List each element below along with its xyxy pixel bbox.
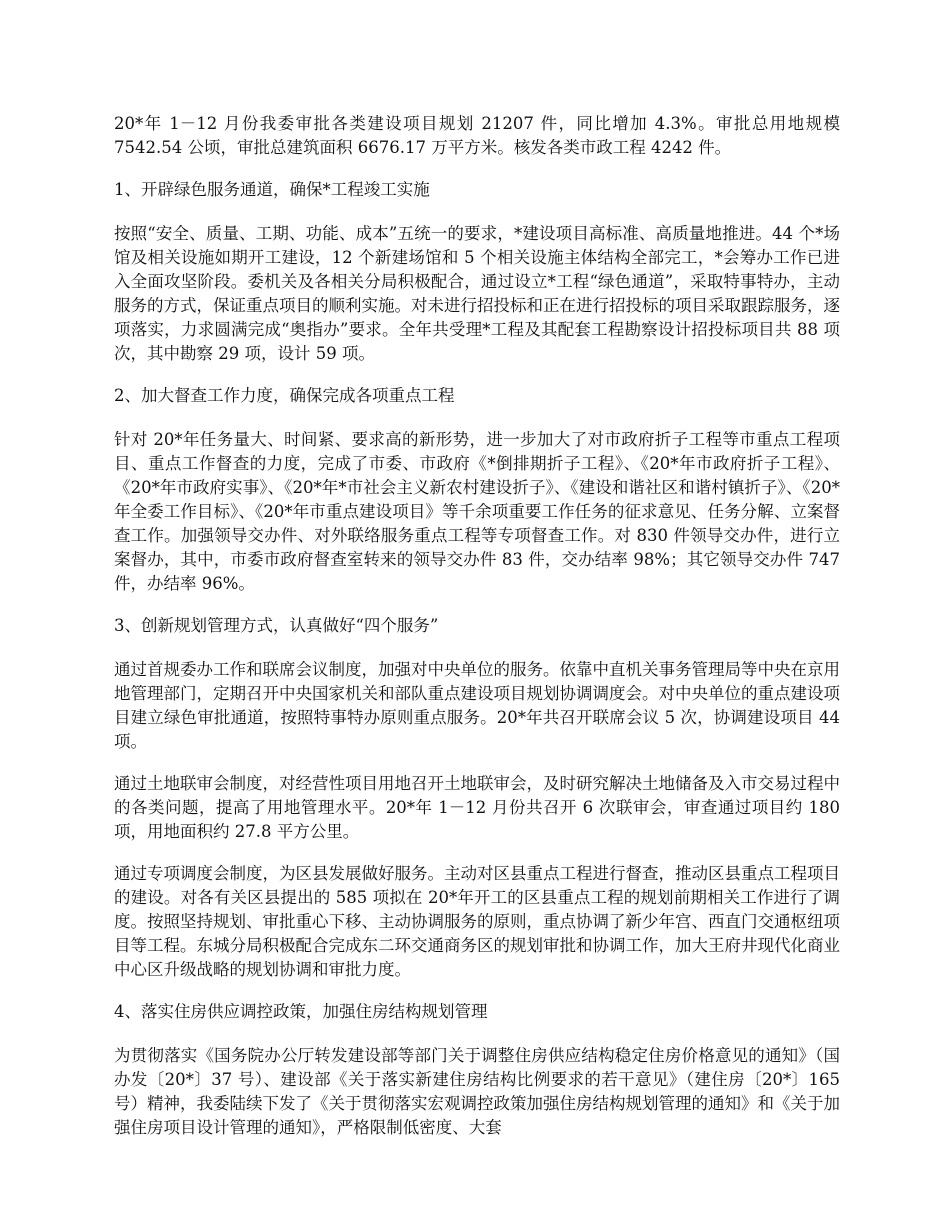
section-heading-2: 2、加大督查工作力度，确保完成各项重点工程: [114, 386, 455, 405]
section-1-paragraph: 按照“安全、质量、工期、功能、成本”五统一的要求，*建设项目高标准、高质量地推进。44 个*场馆及相关设施如期开工建设，12 个新建场馆和 5 个相关设施主体结构全部完工，*会筹办工作已进入全面攻坚阶段。委机关及各相关分局积极配合，通过设立*工程“绿色通道”，采取特事特办，主动服务的方式，保证重点项目的顺利实施。对未进行招投标和正在进行招投标的项目采取跟踪服务，逐项落实，力求圆满完成“奥指办”要求。全年共受理*工程及其配套工程勘察设计招投标项目共 88 项次，其中勘察 29 项，设计 59 项。: [114, 224, 840, 363]
section-2-paragraph: 针对 20*年任务量大、时间紧、要求高的新形势，进一步加大了对市政府折子工程等市重点工程项目、重点工作督查的力度，完成了市委、市政府《*倒排期折子工程》、《20*年市政府折子工程》、《20*年市政府实事》、《20*年*市社会主义新农村建设折子》、《建设和谐社区和谐村镇折子》、《20*年全委工作目标》、《20*年市重点建设项目》等千余项重要工作任务的征求意见、任务分解、立案督查工作。加强领导交办件、对外联络服务重点工程等专项督查工作。对 830 件领导交办件，进行立案督办，其中，市委市政府督查室转来的领导交办件 83 件，交办结率 98%；其它领导交办件 747 件，办结率 96%。: [114, 430, 840, 593]
document-page: [114, 112, 840, 1158]
section-4-paragraph: 为贯彻落实《国务院办公厅转发建设部等部门关于调整住房供应结构稳定住房价格意见的通知》（国办发〔20*〕37 号）、建设部《关于落实新建住房结构比例要求的若干意见》（建住房〔20*〕165 号）精神，我委陆续下发了《关于贯彻落实宏观调控政策加强住房结构规划管理的通知》和《关于加强住房项目设计管理的通知》，严格限制低密度、大套: [114, 1046, 840, 1137]
section-heading-1: 1、开辟绿色服务通道，确保*工程竣工实施: [114, 180, 430, 199]
summary-paragraph: 20*年 1－12 月份我委审批各类建设项目规划 21207 件，同比增加 4.3%。审批总用地规模 7542.54 公顷，审批总建筑面积 6676.17 万平方米。核发各类市政工程 4242 件。: [114, 114, 840, 157]
section-heading-3: 3、创新规划管理方式，认真做好“四个服务”: [114, 616, 439, 635]
section-3-paragraph-2: 通过土地联审会制度，对经营性项目用地召开土地联审会，及时研究解决土地储备及入市交易过程中的各类问题，提高了用地管理水平。20*年 1－12 月份共召开 6 次联审会，审查通过项目约 180 项，用地面积约 27.8 平方公里。: [114, 774, 840, 841]
section-3-paragraph-3: 通过专项调度会制度，为区县发展做好服务。主动对区县重点工程进行督查，推动区县重点工程项目的建设。对各有关区县提出的 585 项拟在 20*年开工的区县重点工程的规划前期相关工作进行了调度。按照坚持规划、审批重心下移、主动协调服务的原则，重点协调了新少年宫、西直门交通枢纽项目等工程。东城分局积极配合完成东二环交通商务区的规划审批和协调工作，加大王府井现代化商业中心区升级战略的规划协调和审批力度。: [114, 864, 840, 979]
section-heading-4: 4、落实住房供应调控政策，加强住房结构规划管理: [114, 1002, 488, 1021]
section-3-paragraph-1: 通过首规委办工作和联席会议制度，加强对中央单位的服务。依靠中直机关事务管理局等中央在京用地管理部门，定期召开中央国家机关和部队重点建设项目规划协调调度会。对中央单位的重点建设项目建立绿色审批通道，按照特事特办原则重点服务。20*年共召开联席会议 5 次，协调建设项目 44 项。: [114, 660, 840, 751]
